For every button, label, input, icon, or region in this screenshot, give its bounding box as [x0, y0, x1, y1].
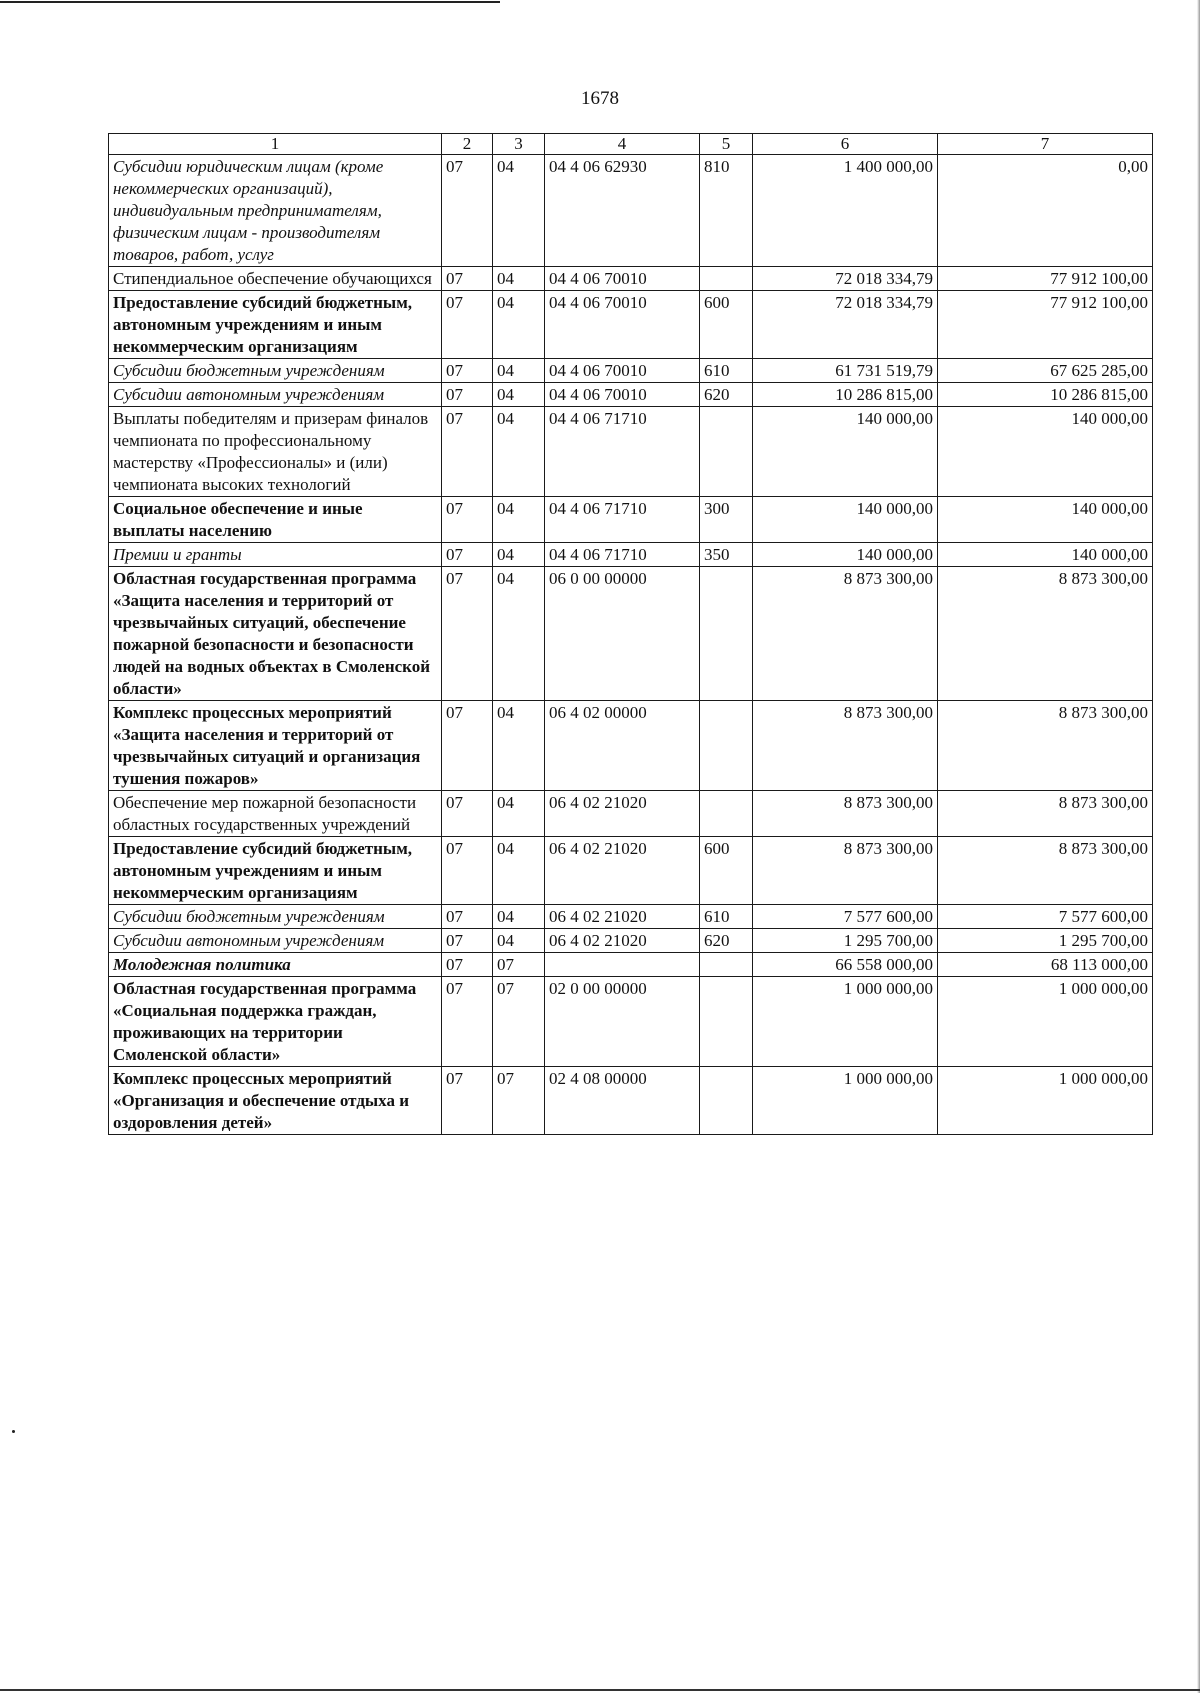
cell-section: 07: [442, 701, 493, 791]
cell-target-article: 04 4 06 71710: [545, 407, 700, 497]
cell-name: Субсидии юридическим лицам (кроме некоммерческих организаций), индивидуальным предпринимателям, физическим лицам - производителям товаров, работ, услуг: [109, 155, 442, 267]
cell-amount-year1: 8 873 300,00: [753, 567, 938, 701]
table-row: [109, 837, 1153, 905]
table-row: [109, 905, 1153, 929]
header-cell: 5: [700, 134, 753, 155]
cell-expense-type: 610: [700, 359, 753, 383]
header-cell: 6: [753, 134, 938, 155]
cell-section: 07: [442, 929, 493, 953]
cell-subsection: 04: [493, 543, 545, 567]
cell-amount-year1: 7 577 600,00: [753, 905, 938, 929]
cell-section: 07: [442, 1067, 493, 1135]
cell-amount-year2: 68 113 000,00: [938, 953, 1153, 977]
table-row: [109, 701, 1153, 791]
table-row: [109, 1067, 1153, 1135]
cell-section: 07: [442, 791, 493, 837]
table-row: [109, 497, 1153, 543]
cell-section: 07: [442, 905, 493, 929]
cell-amount-year1: 8 873 300,00: [753, 701, 938, 791]
header-cell: 7: [938, 134, 1153, 155]
cell-amount-year1: 1 000 000,00: [753, 1067, 938, 1135]
cell-expense-type: 620: [700, 383, 753, 407]
table-row: [109, 359, 1153, 383]
cell-amount-year2: 67 625 285,00: [938, 359, 1153, 383]
cell-target-article: 04 4 06 70010: [545, 291, 700, 359]
cell-name: Молодежная политика: [109, 953, 442, 977]
cell-amount-year2: 140 000,00: [938, 543, 1153, 567]
cell-amount-year1: 10 286 815,00: [753, 383, 938, 407]
table-row: [109, 953, 1153, 977]
cell-target-article: 06 4 02 21020: [545, 905, 700, 929]
scan-speck: [12, 1430, 15, 1433]
cell-expense-type: 810: [700, 155, 753, 267]
cell-subsection: 07: [493, 1067, 545, 1135]
cell-expense-type: 610: [700, 905, 753, 929]
cell-section: 07: [442, 155, 493, 267]
header-cell: 4: [545, 134, 700, 155]
cell-expense-type: [700, 953, 753, 977]
table-row: [109, 929, 1153, 953]
cell-expense-type: 300: [700, 497, 753, 543]
cell-subsection: 07: [493, 977, 545, 1067]
cell-target-article: 04 4 06 71710: [545, 543, 700, 567]
cell-amount-year2: 77 912 100,00: [938, 291, 1153, 359]
table-row: [109, 155, 1153, 267]
cell-amount-year2: 1 000 000,00: [938, 1067, 1153, 1135]
cell-amount-year1: 1 000 000,00: [753, 977, 938, 1067]
cell-amount-year2: 7 577 600,00: [938, 905, 1153, 929]
cell-amount-year1: 140 000,00: [753, 407, 938, 497]
cell-amount-year2: 0,00: [938, 155, 1153, 267]
cell-target-article: 06 4 02 21020: [545, 929, 700, 953]
cell-subsection: 04: [493, 267, 545, 291]
cell-amount-year1: 8 873 300,00: [753, 837, 938, 905]
table-row: [109, 543, 1153, 567]
cell-amount-year1: 61 731 519,79: [753, 359, 938, 383]
cell-subsection: 04: [493, 701, 545, 791]
cell-target-article: 02 4 08 00000: [545, 1067, 700, 1135]
cell-section: 07: [442, 291, 493, 359]
cell-subsection: 04: [493, 929, 545, 953]
table-row: [109, 383, 1153, 407]
cell-name: Премии и гранты: [109, 543, 442, 567]
cell-name: Предоставление субсидий бюджетным, автономным учреждениям и иным некоммерческим организациям: [109, 837, 442, 905]
cell-name: Комплекс процессных мероприятий «Организация и обеспечение отдыха и оздоровления детей»: [109, 1067, 442, 1135]
cell-amount-year2: 8 873 300,00: [938, 791, 1153, 837]
cell-name: Субсидии бюджетным учреждениям: [109, 905, 442, 929]
cell-expense-type: 600: [700, 291, 753, 359]
cell-name: Областная государственная программа «Защита населения и территорий от чрезвычайных ситуаций, обеспечение пожарной безопасности и безопасности людей на водных объектах в Смоленской области»: [109, 567, 442, 701]
bottom-scan-line: [0, 1689, 1200, 1691]
budget-table: [108, 133, 1153, 1135]
cell-target-article: [545, 953, 700, 977]
cell-expense-type: [700, 701, 753, 791]
header-cell: 1: [109, 134, 442, 155]
cell-expense-type: 620: [700, 929, 753, 953]
cell-amount-year1: 72 018 334,79: [753, 291, 938, 359]
cell-name: Комплекс процессных мероприятий «Защита населения и территорий от чрезвычайных ситуаций и организация тушения пожаров»: [109, 701, 442, 791]
cell-name: Предоставление субсидий бюджетным, автономным учреждениям и иным некоммерческим организациям: [109, 291, 442, 359]
cell-amount-year2: 10 286 815,00: [938, 383, 1153, 407]
header-cell: 2: [442, 134, 493, 155]
cell-amount-year2: 140 000,00: [938, 407, 1153, 497]
cell-subsection: 04: [493, 567, 545, 701]
cell-section: 07: [442, 953, 493, 977]
cell-name: Обеспечение мер пожарной безопасности областных государственных учреждений: [109, 791, 442, 837]
cell-amount-year1: 1 400 000,00: [753, 155, 938, 267]
header-cell: 3: [493, 134, 545, 155]
cell-name: Стипендиальное обеспечение обучающихся: [109, 267, 442, 291]
cell-amount-year1: 140 000,00: [753, 497, 938, 543]
cell-expense-type: 350: [700, 543, 753, 567]
cell-section: 07: [442, 837, 493, 905]
cell-target-article: 06 4 02 21020: [545, 837, 700, 905]
cell-name: Социальное обеспечение и иные выплаты населению: [109, 497, 442, 543]
cell-name: Субсидии бюджетным учреждениям: [109, 359, 442, 383]
cell-name: Субсидии автономным учреждениям: [109, 383, 442, 407]
cell-amount-year2: 1 000 000,00: [938, 977, 1153, 1067]
cell-section: 07: [442, 267, 493, 291]
cell-expense-type: [700, 267, 753, 291]
cell-target-article: 04 4 06 70010: [545, 359, 700, 383]
cell-expense-type: 600: [700, 837, 753, 905]
cell-name: Субсидии автономным учреждениям: [109, 929, 442, 953]
cell-subsection: 07: [493, 953, 545, 977]
cell-amount-year1: 1 295 700,00: [753, 929, 938, 953]
cell-amount-year2: 1 295 700,00: [938, 929, 1153, 953]
table-body: [109, 155, 1153, 1135]
cell-name: Областная государственная программа «Социальная поддержка граждан, проживающих на территории Смоленской области»: [109, 977, 442, 1067]
table-header-row: [109, 134, 1153, 155]
cell-section: 07: [442, 567, 493, 701]
cell-subsection: 04: [493, 837, 545, 905]
cell-section: 07: [442, 407, 493, 497]
cell-name: Выплаты победителям и призерам финалов чемпионата по профессиональному мастерству «Профессионалы» и (или) чемпионата высоких технологий: [109, 407, 442, 497]
table-row: [109, 567, 1153, 701]
cell-amount-year1: 140 000,00: [753, 543, 938, 567]
cell-target-article: 06 4 02 00000: [545, 701, 700, 791]
cell-expense-type: [700, 791, 753, 837]
cell-amount-year2: 77 912 100,00: [938, 267, 1153, 291]
cell-subsection: 04: [493, 291, 545, 359]
cell-expense-type: [700, 1067, 753, 1135]
cell-amount-year2: 8 873 300,00: [938, 567, 1153, 701]
table-row: [109, 791, 1153, 837]
cell-expense-type: [700, 407, 753, 497]
cell-section: 07: [442, 359, 493, 383]
table-row: [109, 267, 1153, 291]
cell-expense-type: [700, 567, 753, 701]
cell-target-article: 06 4 02 21020: [545, 791, 700, 837]
top-scan-line: [0, 1, 500, 3]
cell-subsection: 04: [493, 905, 545, 929]
cell-subsection: 04: [493, 497, 545, 543]
cell-subsection: 04: [493, 383, 545, 407]
cell-amount-year2: 140 000,00: [938, 497, 1153, 543]
cell-amount-year1: 66 558 000,00: [753, 953, 938, 977]
cell-expense-type: [700, 977, 753, 1067]
page-number: 1678: [581, 88, 619, 109]
cell-subsection: 04: [493, 407, 545, 497]
cell-target-article: 04 4 06 71710: [545, 497, 700, 543]
cell-amount-year2: 8 873 300,00: [938, 701, 1153, 791]
cell-target-article: 04 4 06 62930: [545, 155, 700, 267]
cell-subsection: 04: [493, 791, 545, 837]
table-row: [109, 407, 1153, 497]
cell-target-article: 04 4 06 70010: [545, 267, 700, 291]
cell-subsection: 04: [493, 359, 545, 383]
cell-amount-year1: 8 873 300,00: [753, 791, 938, 837]
cell-section: 07: [442, 543, 493, 567]
cell-amount-year2: 8 873 300,00: [938, 837, 1153, 905]
table-row: [109, 977, 1153, 1067]
cell-section: 07: [442, 977, 493, 1067]
cell-section: 07: [442, 383, 493, 407]
cell-subsection: 04: [493, 155, 545, 267]
cell-target-article: 06 0 00 00000: [545, 567, 700, 701]
table-row: [109, 291, 1153, 359]
cell-section: 07: [442, 497, 493, 543]
cell-target-article: 04 4 06 70010: [545, 383, 700, 407]
cell-target-article: 02 0 00 00000: [545, 977, 700, 1067]
cell-amount-year1: 72 018 334,79: [753, 267, 938, 291]
